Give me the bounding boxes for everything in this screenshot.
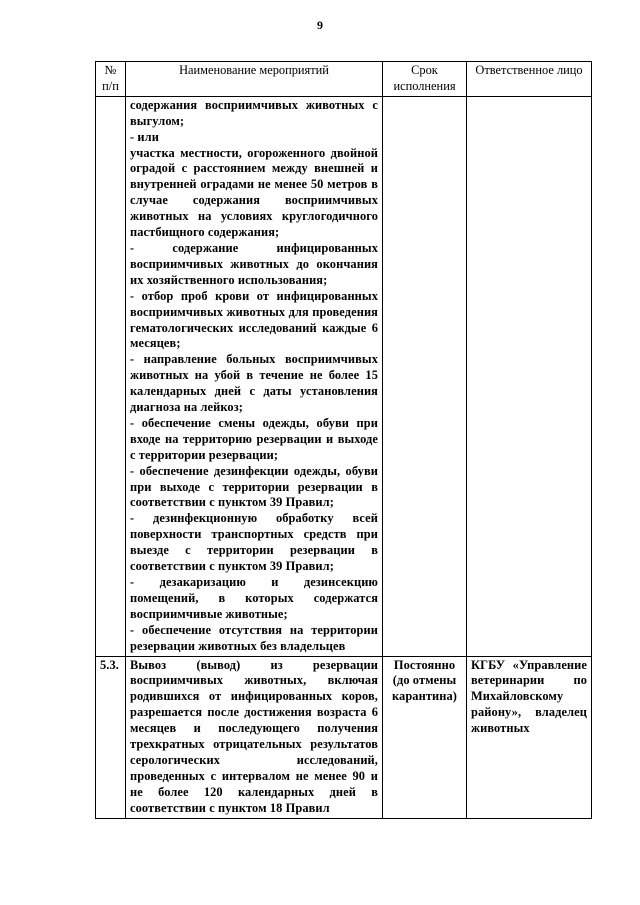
row2-responsible-cell: КГБУ «Управление ветеринарии по Михайловскому району», владелец животных xyxy=(467,656,592,818)
row1-responsible-cell xyxy=(467,96,592,656)
page-number: 9 xyxy=(317,18,323,32)
row2-term-cell: Постоянно (до отмены карантина) xyxy=(383,656,467,818)
measure-line: - обеспечение смены одежды, обуви при входе на территорию резервации и выходе с территории резервации; xyxy=(130,415,378,462)
measure-line: - обеспечение дезинфекции одежды, обуви при выходе с территории резервации в соответствии с пунктом 39 Правил; xyxy=(130,463,378,510)
measure-line: - или xyxy=(130,129,159,144)
header-term: Срок исполнения xyxy=(383,62,467,97)
table-row xyxy=(96,96,592,656)
measure-line: содержания восприимчивых животных с выгулом; xyxy=(130,97,378,128)
row2-name-cell: Вывоз (вывод) из резервации восприимчивых животных, включая родившихся от инфицированных коров, разрешается после достижения возраста 6 месяцев и последующего получения трехкратных отрицательных результатов серологических исследований, проведенных с интервалом не менее 90 и не более 120 календарных дней в соответствии с пунктом 18 Правил xyxy=(126,656,383,818)
header-responsible: Ответственное лицо xyxy=(467,62,592,97)
measure-line: - содержание инфицированных восприимчивых животных до окончания их хозяйственного использования; xyxy=(130,240,378,287)
row2-num-cell: 5.3. xyxy=(96,656,126,818)
header-name: Наименование мероприятий xyxy=(126,62,383,97)
row1-term-cell xyxy=(383,96,467,656)
measure-line: - дезакаризацию и дезинсекцию помещений, в которых содержатся восприимчивые животные; xyxy=(130,575,378,621)
measure-line: - отбор проб крови от инфицированных восприимчивых животных для проведения гематологических исследований каждые 6 месяцев; xyxy=(130,288,378,351)
row1-num-cell xyxy=(96,96,126,656)
measure-line: - направление больных восприимчивых животных на убой в течение не более 15 календарных дней с даты установления диагноза на лейкоз; xyxy=(130,352,378,415)
measure-line: - дезинфекционную обработку всей поверхности транспортных средств при выезде с территории резервации в соответствии с пунктом 39 Правил; xyxy=(130,511,378,574)
table-header-row xyxy=(96,62,592,97)
header-num: № п/п xyxy=(96,62,126,97)
row1-name-cell xyxy=(126,96,383,656)
measures-table xyxy=(95,61,592,819)
measure-line: - обеспечение отсутствия на территории резервации животных без владельцев xyxy=(130,622,378,653)
table-row xyxy=(96,656,592,818)
measure-line: участка местности, огороженного двойной оградой с расстоянием между внешней и внутренней оградами не менее 50 метров в случае содержания восприимчивых животных на условиях круглогодичного пастбищного содержания; xyxy=(130,145,378,240)
